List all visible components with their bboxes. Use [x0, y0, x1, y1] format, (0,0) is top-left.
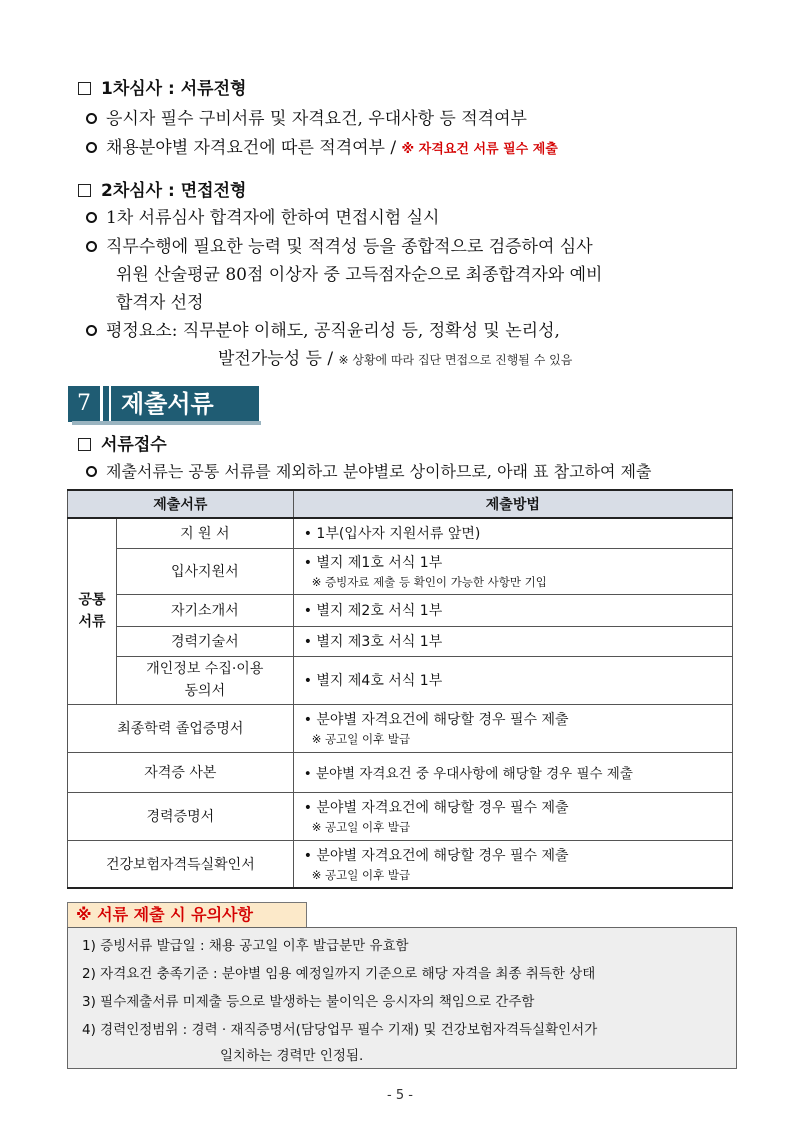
doc-method: • 분야별 자격요건에 해당할 경우 필수 제출 ※ 공고일 이후 발급: [293, 704, 732, 752]
doc-note: ※ 공고일 이후 발급: [311, 867, 411, 882]
notice-box: [67, 927, 737, 1069]
checkbox-square-icon: [78, 82, 91, 95]
section2-item-2-line2: 위원 산술평균 80점 이상자 중 고득점자순으로 최종합격자와 예비: [116, 265, 603, 285]
table-row: [68, 840, 733, 888]
table-row: [68, 752, 733, 792]
table-header: 제출방법: [293, 490, 732, 518]
doc-method: • 분야별 자격요건에 해당할 경우 필수 제출 ※ 공고일 이후 발급: [293, 840, 732, 888]
doc-note: ※ 증빙자료 제출 등 확인이 가능한 사항만 기입: [311, 575, 547, 589]
doc-method: • 별지 제2호 서식 1부: [293, 594, 732, 626]
notice-title: ※ 서류 제출 시 유의사항: [67, 902, 307, 928]
notice-item: 3) 필수제출서류 미제출 등으로 발생하는 불이익은 응시자의 책임으로 간주함: [82, 994, 535, 1010]
doc-name: 최종학력 졸업증명서: [68, 704, 294, 752]
group-label: 공통 서류: [68, 518, 117, 704]
section2-item-3-line2: 발전가능성 등 / ※ 상황에 따라 집단 면접으로 진행될 수 있음: [218, 349, 573, 369]
notice-item: 2) 자격요건 충족기준 : 분야별 임용 예정일까지 기준으로 해당 자격을 최종 취득한 상태: [82, 966, 596, 982]
doc-method: • 분야별 자격요건 중 우대사항에 해당할 경우 필수 제출: [293, 752, 732, 792]
page-number: - 5 -: [387, 1088, 413, 1103]
doc-method: • 분야별 자격요건에 해당할 경우 필수 제출 ※ 공고일 이후 발급: [293, 792, 732, 840]
table-header-row: [68, 490, 733, 518]
circle-bullet-icon: [86, 466, 97, 477]
doc-name: 자격증 사본: [68, 752, 294, 792]
section2-item-1: 1차 서류심사 합격자에 한하여 면접시험 실시: [86, 203, 439, 228]
section7-subheading: 서류접수: [78, 430, 167, 455]
documents-table: [67, 489, 733, 889]
doc-name: 자기소개서: [116, 594, 293, 626]
section2-item-2-line3: 합격자 선정: [116, 293, 204, 313]
doc-method: • 별지 제3호 서식 1부: [293, 626, 732, 656]
table-row: [68, 656, 733, 704]
notice-item-continued: 일치하는 경력만 인정됨.: [220, 1048, 364, 1064]
section1-item-2: 채용분야별 자격요건에 따른 적격여부 / ※ 자격요건 서류 필수 제출: [86, 133, 558, 158]
section2-item-3: 평정요소: 직무분야 이해도, 공직윤리성 등, 정확성 및 논리성,: [86, 316, 560, 341]
section2-item-3-note: ※ 상황에 따라 집단 면접으로 진행될 수 있음: [338, 353, 573, 367]
doc-name: 건강보험자격득실확인서: [68, 840, 294, 888]
section7-intro: 제출서류는 공통 서류를 제외하고 분야별로 상이하므로, 아래 표 참고하여 제출: [86, 459, 651, 482]
table-row: [68, 626, 733, 656]
circle-bullet-icon: [86, 241, 97, 252]
table-row: [68, 594, 733, 626]
doc-note: ※ 공고일 이후 발급: [311, 820, 411, 834]
section-banner-shadow: [72, 421, 261, 425]
table-header: 제출서류: [68, 490, 294, 518]
doc-note: ※ 공고일 이후 발급: [311, 732, 411, 746]
notice-item: 1) 증빙서류 발급일 : 채용 공고일 이후 발급분만 유효함: [82, 938, 409, 954]
circle-bullet-icon: [86, 142, 97, 153]
table-row: [68, 792, 733, 840]
section1-note: ※ 자격요건 서류 필수 제출: [401, 142, 558, 157]
doc-name: 입사지원서: [116, 548, 293, 594]
section-title: 제출서류: [103, 386, 259, 422]
circle-bullet-icon: [86, 113, 97, 124]
section-number: 7: [68, 386, 100, 422]
doc-name: 개인정보 수집·이용 동의서: [116, 656, 293, 704]
section2-heading: 2차심사 : 면접전형: [78, 176, 246, 201]
table-row: [68, 548, 733, 594]
checkbox-square-icon: [78, 184, 91, 197]
doc-name: 지 원 서: [116, 518, 293, 548]
circle-bullet-icon: [86, 325, 97, 336]
section1-heading: 1차심사 : 서류전형: [78, 74, 246, 99]
table-row: [68, 704, 733, 752]
doc-name: 경력기술서: [116, 626, 293, 656]
section2-item-2: 직무수행에 필요한 능력 및 적격성 등을 종합적으로 검증하여 심사: [86, 232, 593, 257]
doc-method: • 1부(입사자 지원서류 앞면): [293, 518, 732, 548]
doc-method: • 별지 제4호 서식 1부: [293, 656, 732, 704]
table-row: [68, 518, 733, 548]
doc-method: • 별지 제1호 서식 1부 ※ 증빙자료 제출 등 확인이 가능한 사항만 기입: [293, 548, 732, 594]
doc-name: 경력증명서: [68, 792, 294, 840]
section1-item-1: 응시자 필수 구비서류 및 자격요건, 우대사항 등 적격여부: [86, 104, 527, 129]
circle-bullet-icon: [86, 212, 97, 223]
notice-item: 4) 경력인정범위 : 경력 · 재직증명서(담당업무 필수 기재) 및 건강보험자격득실확인서가: [82, 1022, 598, 1038]
checkbox-square-icon: [78, 438, 91, 451]
